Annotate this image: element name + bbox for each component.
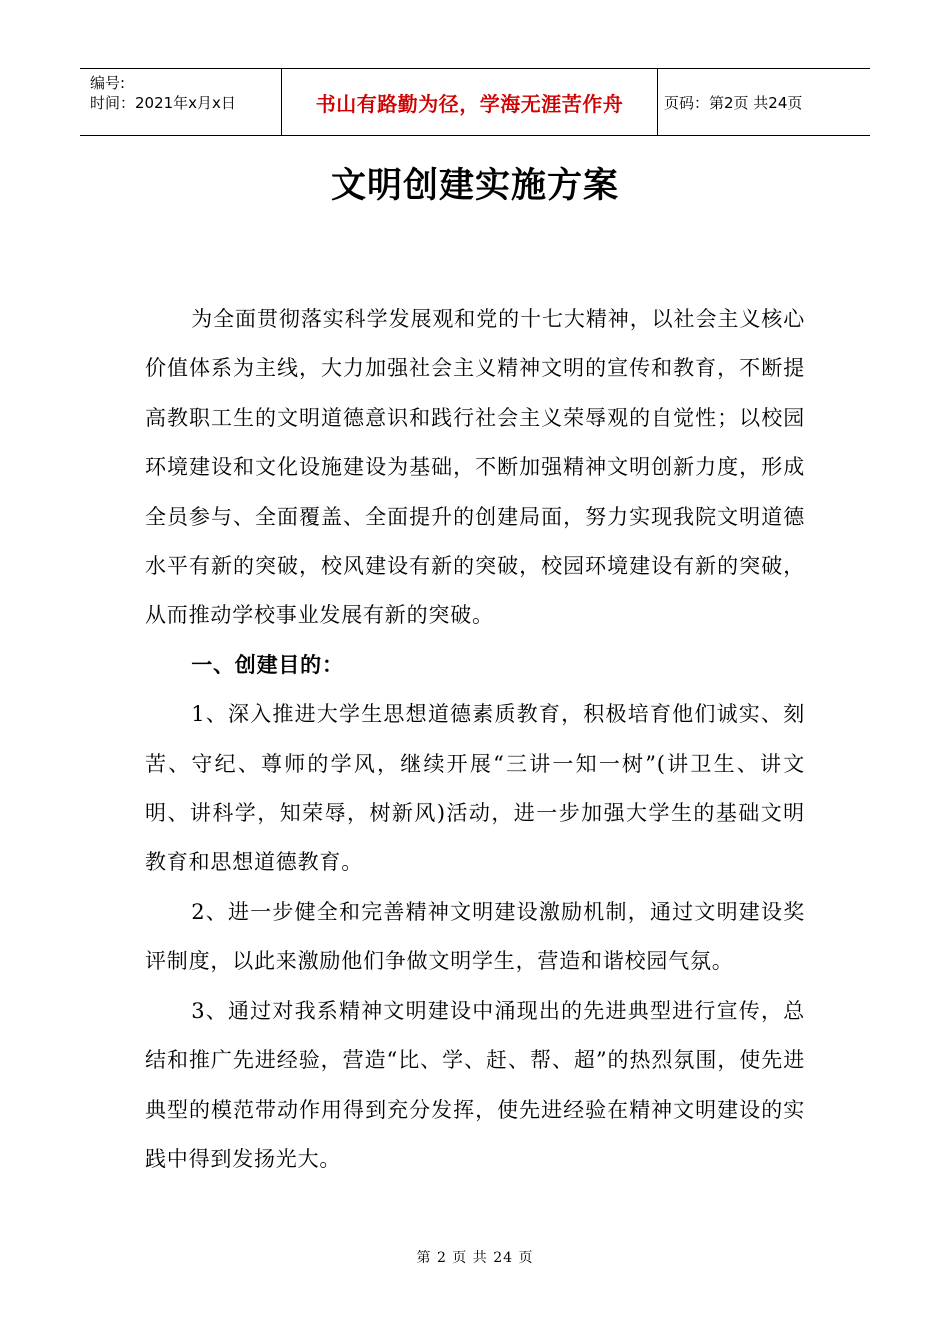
- header-table: [80, 68, 870, 136]
- header-motto: 书山有路勤为径，学海无涯苦作舟: [282, 69, 658, 135]
- document-body: [145, 295, 805, 1184]
- page-footer: 第 2 页 共 24 页: [416, 1250, 534, 1266]
- document-title: 文明创建实施方案: [330, 165, 619, 206]
- intro-paragraph: 为全面贯彻落实科学发展观和党的十七大精神，以社会主义核心价值体系为主线，大力加强社会主义精神文明的宣传和教育，不断提高教职工生的文明道德意识和践行社会主义荣辱观的自觉性；以校园环境建设和文化设施建设为基础，不断加强精神文明创新力度，形成全员参与、全面覆盖、全面提升的创建局面，努力实现我院文明道德水平有新的突破，校风建设有新的突破，校园环境建设有新的突破，从而推动学校事业发展有新的突破。: [145, 307, 805, 628]
- item-paragraph: 3、通过对我系精神文明建设中涌现出的先进典型进行宣传，总结和推广先进经验，营造“比、学、赶、帮、超”的热烈氛围，使先进典型的模范带动作用得到充分发挥，使先进经验在精神文明建设的实践中得到发扬光大。: [145, 998, 805, 1171]
- item-paragraph: 2、进一步健全和完善精神文明建设激励机制，通过文明建设奖评制度，以此来激励他们争做文明学生，营造和谐校园气氛。: [145, 899, 805, 974]
- item-paragraph: 1、深入推进大学生思想道德素质教育，积极培育他们诚实、刻苦、守纪、尊师的学风，继续开展“三讲一知一树”(讲卫生、讲文明、讲科学，知荣辱，树新风)活动，进一步加强大学生的基础文明教育和思想道德教育。: [145, 702, 805, 875]
- time-label: 时间：2021年x月x日: [90, 94, 236, 112]
- header-meta: [80, 69, 282, 135]
- number-label: 编号:: [90, 74, 126, 92]
- section-heading: 一、创建目的：: [191, 652, 344, 677]
- header-page-info: 页码：第2页 共24页: [664, 93, 803, 112]
